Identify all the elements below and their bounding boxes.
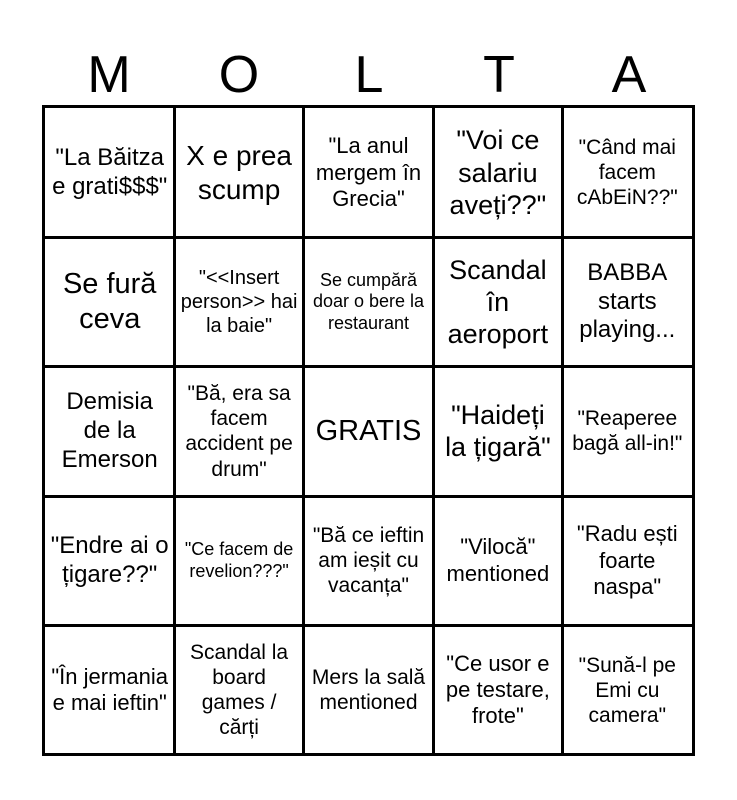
bingo-cell[interactable] <box>47 498 173 624</box>
bingo-cell-text: "Radu ești foarte naspa" <box>576 521 678 600</box>
bingo-cell-text: "Când mai facem cAbEiN??" <box>576 135 678 210</box>
bingo-cell[interactable] <box>435 110 561 236</box>
bingo-cell[interactable] <box>176 368 302 494</box>
bingo-cell[interactable] <box>564 110 690 236</box>
bingo-cell-text: GRATIS <box>315 415 422 448</box>
bingo-cell[interactable] <box>435 498 561 624</box>
bingo-cell-text: "Bă, era sa facem accident pe drum" <box>185 382 293 481</box>
bingo-cell[interactable] <box>305 368 431 494</box>
bingo-cell-text: Scandal la board games / cărți <box>190 640 289 740</box>
bingo-cell-text: "Haideți la țigară" <box>445 400 551 463</box>
bingo-cell-text: Mers la sală mentioned <box>311 666 426 715</box>
bingo-cell[interactable] <box>47 110 173 236</box>
bingo-cell[interactable] <box>176 110 302 236</box>
bingo-cell-text: BABBA starts playing... <box>579 258 676 344</box>
bingo-cell[interactable] <box>435 368 561 494</box>
header-letter: O <box>218 46 260 104</box>
bingo-board <box>42 105 695 756</box>
bingo-header <box>44 42 694 108</box>
bingo-cell[interactable] <box>305 110 431 236</box>
bingo-cell-text: "La Băitza e grati$$$" <box>52 143 168 200</box>
bingo-cell-text: "Ce facem de revelion???" <box>184 539 294 581</box>
bingo-cell-text: "Bă ce ieftin am ieșit cu vacanța" <box>312 524 425 598</box>
header-letter: T <box>483 46 515 104</box>
bingo-cell[interactable] <box>176 239 302 365</box>
bingo-cell-text: "La anul mergem în Grecia" <box>315 133 422 211</box>
bingo-cell[interactable] <box>176 498 302 624</box>
bingo-cell-text: Se cumpără doar o bere la restaurant <box>312 269 425 333</box>
bingo-cell-text: "Voi ce salariu aveți??" <box>449 125 547 220</box>
bingo-cell[interactable] <box>47 368 173 494</box>
bingo-cell-text: Se fură ceva <box>62 268 157 336</box>
bingo-cell-text: "Endre ai o țigare??" <box>50 532 169 588</box>
bingo-cell-text: "Ce usor e pe testare, frote" <box>445 650 550 729</box>
bingo-cell[interactable] <box>305 239 431 365</box>
bingo-cell[interactable] <box>47 627 173 753</box>
bingo-cell-text: Demisia de la Emerson <box>61 388 158 473</box>
bingo-cell[interactable] <box>564 498 690 624</box>
bingo-cell-text: X e prea scump <box>186 140 293 205</box>
bingo-cell[interactable] <box>564 627 690 753</box>
bingo-cell[interactable] <box>435 239 561 365</box>
bingo-cell[interactable] <box>176 627 302 753</box>
header-letter: L <box>354 46 384 104</box>
bingo-cell-text: "Reaperee bagă all-in!" <box>572 407 683 456</box>
bingo-cell[interactable] <box>564 239 690 365</box>
bingo-cell[interactable] <box>305 498 431 624</box>
bingo-cell-text: Scandal în aeroport <box>447 254 549 350</box>
header-letter: M <box>87 46 131 104</box>
bingo-cell-text: "<<Insert person>> hai la baie" <box>180 267 298 338</box>
bingo-cell[interactable] <box>47 239 173 365</box>
bingo-cell-text: "Vilocă" mentioned <box>446 534 550 586</box>
bingo-cell[interactable] <box>305 627 431 753</box>
bingo-cell[interactable] <box>435 627 561 753</box>
bingo-cell[interactable] <box>564 368 690 494</box>
header-letter: A <box>611 46 647 104</box>
bingo-cell-text: "În jermania e mai ieftin" <box>51 663 169 716</box>
bingo-cell-text: "Sună-l pe Emi cu camera" <box>578 653 676 727</box>
